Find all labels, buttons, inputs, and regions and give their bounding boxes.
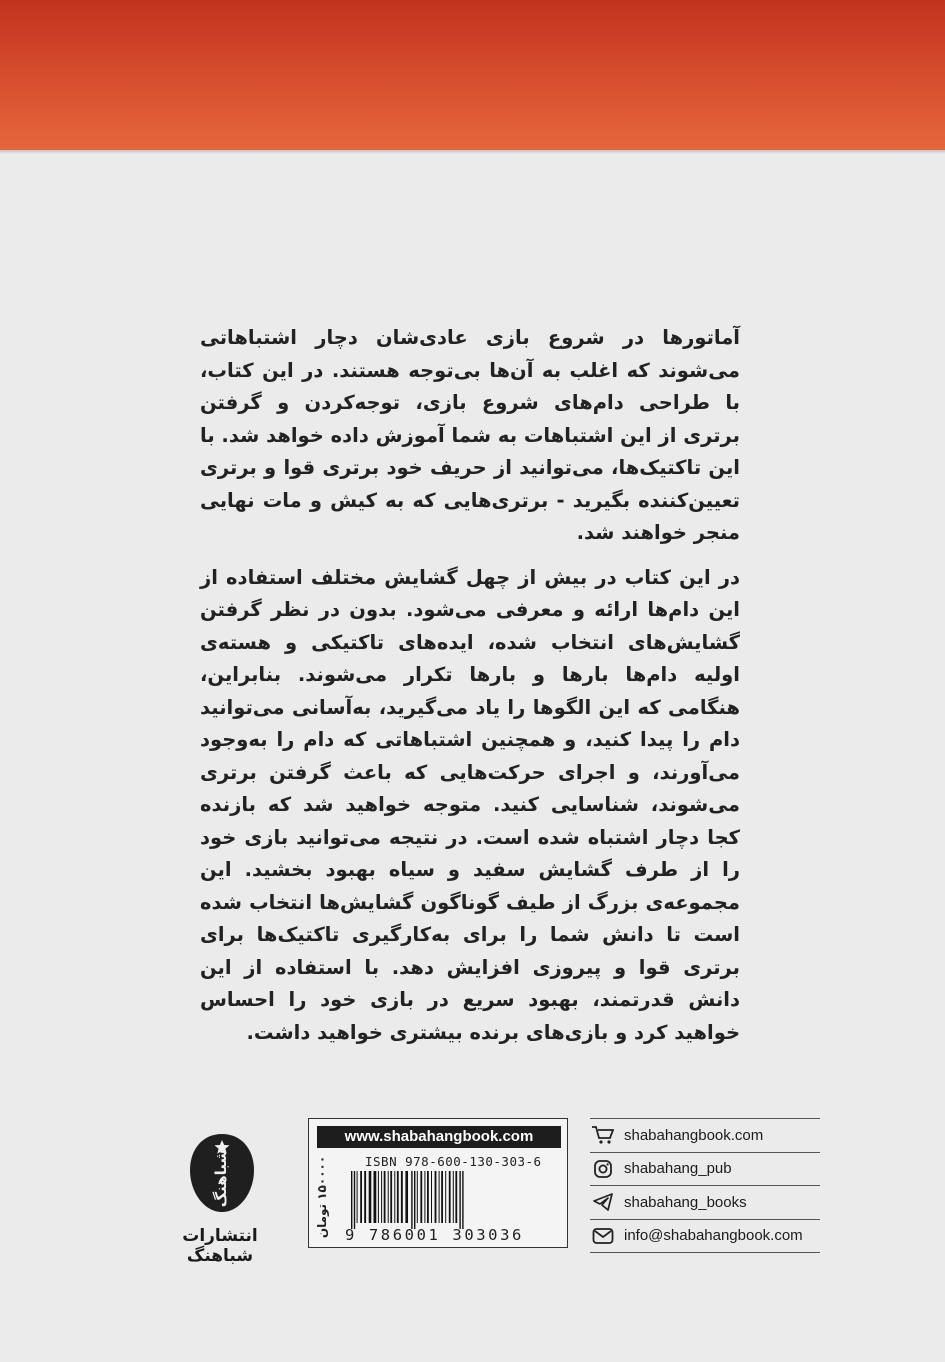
- blurb-paragraph-1: آماتورها در شروع بازی عادی‌شان دچار اشتباهاتی می‌شوند که اغلب به آن‌ها بی‌توجه هستند. در این کتاب، با طراحی دام‌های شروع بازی، توجه‌کردن و گرفتن برتری از این اشتباهات به شما آموزش داده خواهد شد. با این تاکتیک‌ها، می‌توانید از حریف خود برتری قوا و برتری تعیین‌کننده بگیرید - برتری‌هایی که به کیش و مات نهایی منجر خواهند شد.: [200, 326, 740, 544]
- barcode-bar: [435, 1171, 437, 1223]
- publisher-logo-icon: [186, 1130, 258, 1216]
- barcode-box: [308, 1118, 568, 1248]
- barcode-bar: [401, 1171, 403, 1223]
- contact-instagram[interactable]: [590, 1153, 820, 1187]
- blurb-paragraph-2: در این کتاب در بیش از چهل گشایش مختلف استفاده از این دام‌ها ارائه و معرفی می‌شود. بدون در نظر گرفتن گشایش‌های انتخاب شده، ایده‌های تاکتیکی و هسته‌ی اولیه دام‌ها بارها و بارها تکرار می‌شوند. بنابراین، هنگامی که این الگوها را یاد می‌گیرید، به‌آسانی می‌توانید دام را پیدا کنید، و همچنین اشتباهاتی که دام را به‌وجود می‌آورند، و اجرای حرکت‌هایی که باعث گرفتن برتری می‌شوند، شناسایی کنید. متوجه خواهید شد که بازنده کجا دچار اشتباه شده است. در نتیجه می‌توانید بازی خود را از طرف گشایش سفید و سیاه بهبود بخشید. این مجموعه‌ی بزرگ از طیف گوناگون گشایش‌ها انتخاب شده است تا دانش شما را برای به‌کارگیری تاکتیک‌ها برای برتری قوا و پیروزی افزایش دهد. با استفاده از این دانش قدرتمند، بهبود سریع در بازی خود را احساس خواهید کرد و بازی‌های برنده بیشتری خواهید داشت.: [200, 565, 740, 1044]
- barcode-bar: [381, 1171, 382, 1223]
- barcode-bar: [384, 1171, 386, 1223]
- barcode-bar: [459, 1171, 460, 1229]
- barcode-bar: [462, 1171, 463, 1229]
- contact-telegram[interactable]: [590, 1186, 820, 1220]
- barcode-bars: [349, 1171, 559, 1229]
- telegram-icon: [590, 1190, 616, 1214]
- barcode-bar: [417, 1171, 418, 1223]
- barcode-bar: [394, 1171, 395, 1223]
- isbn-text: ISBN 978-600-130-303-6: [365, 1154, 542, 1169]
- barcode-bar: [439, 1171, 440, 1223]
- barcode-digits: 9 786001 303036: [345, 1226, 524, 1244]
- barcode-bar: [354, 1171, 355, 1229]
- price-label: [311, 1149, 333, 1245]
- contact-list: [590, 1118, 820, 1253]
- barcode-bar: [390, 1171, 392, 1223]
- instagram-icon: [590, 1157, 616, 1181]
- contact-instagram-text: shabahang_pub: [624, 1160, 732, 1178]
- barcode-bar: [445, 1171, 446, 1223]
- barcode-bar: [414, 1171, 415, 1229]
- barcode-bar: [449, 1171, 451, 1223]
- contact-email[interactable]: [590, 1220, 820, 1254]
- barcode-bar: [360, 1171, 362, 1223]
- barcode-bar: [405, 1171, 408, 1223]
- barcode-bar: [351, 1171, 352, 1229]
- contact-telegram-text: shabahang_books: [624, 1193, 747, 1211]
- barcode-bar: [411, 1171, 412, 1229]
- shopping-cart-icon: [590, 1123, 616, 1147]
- back-cover-blurb: [200, 322, 740, 1049]
- contact-email-text: info@shabahangbook.com: [624, 1227, 803, 1245]
- contact-website-text: shabahangbook.com: [624, 1126, 764, 1144]
- barcode-bar: [378, 1171, 379, 1223]
- barcode-bar: [441, 1171, 443, 1223]
- publisher-name: انتشارات شباهنگ: [182, 1226, 258, 1266]
- barcode-bar: [357, 1171, 358, 1223]
- price-text: ۱۵۰۰۰۰ تومان: [315, 1155, 329, 1239]
- barcode-bar: [364, 1171, 366, 1223]
- cover-top-band: [0, 0, 945, 150]
- barcode-bar: [453, 1171, 454, 1223]
- publisher-logo-text: شباهنگ: [212, 1148, 230, 1208]
- barcode-bar: [424, 1171, 425, 1223]
- barcode-bar: [427, 1171, 429, 1223]
- barcode-bar: [369, 1171, 372, 1223]
- mail-icon: [590, 1224, 616, 1248]
- barcode-bar: [388, 1171, 389, 1223]
- barcode-bar: [374, 1171, 377, 1223]
- contact-website[interactable]: [590, 1118, 820, 1153]
- barcode-bar: [397, 1171, 399, 1223]
- website-url-bar[interactable]: www.shabahangbook.com: [317, 1126, 561, 1148]
- barcode-bar: [420, 1171, 422, 1223]
- barcode-bar: [431, 1171, 432, 1223]
- barcode-bar: [455, 1171, 457, 1223]
